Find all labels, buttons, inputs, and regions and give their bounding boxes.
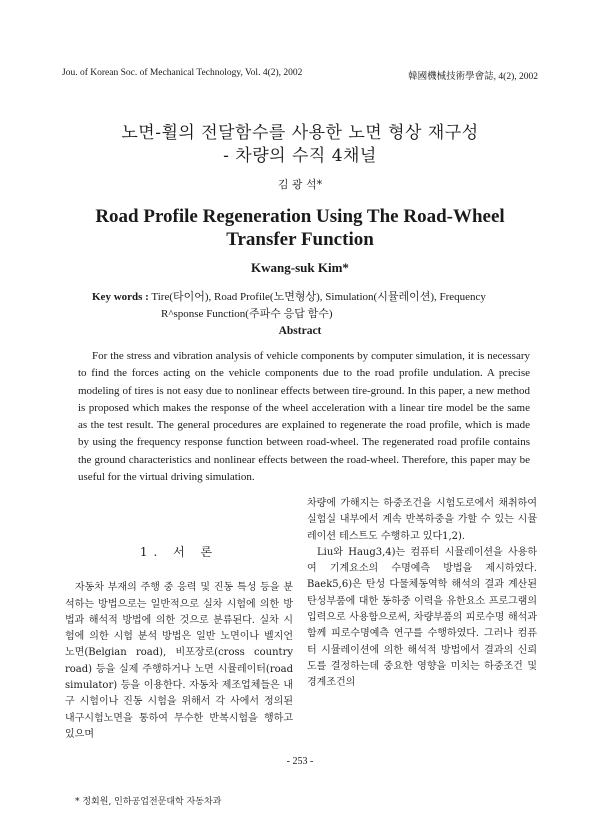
keywords-block: [92, 289, 532, 323]
keywords-line1: Tire(타이어), Road Profile(노면형상), Simulation(시뮬레이션), Frequency: [151, 291, 486, 303]
page-number: - 253 -: [286, 756, 314, 767]
section-heading-introduction: 1. 서 론: [139, 545, 219, 559]
keywords-line2: R^sponse Function(주파수 응답 함수): [161, 308, 333, 320]
korean-title-line2: - 차량의 수직 4채널: [223, 146, 377, 166]
abstract-text: For the stress and vibration analysis of vehicle components by computer simulation, it is necessary to find the forces acting on the vehicle components due to the road profile undulation. A precise modeling of tires is not easy due to nonlinear effects between tire-ground. In this paper, a new method is proposed which makes the response of the wheel acceleration with a linear tire model be the same as the test result. The general procedures are explained to regenerate the road profile, which is made by using the frequency response function between road-wheel. The regenerated road profile contains the ground characteristics and nonlinear effects between the road-wheel. Therefore, this paper may be useful for the virtual driving simulation.: [78, 350, 530, 484]
keywords-label: Key words :: [92, 291, 149, 303]
korean-author: 김 광 석*: [277, 178, 323, 191]
right-column: [307, 496, 537, 692]
english-title-line1: Road Profile Regeneration Using The Road-Wheel: [95, 206, 505, 227]
english-author: Kwang-suk Kim*: [251, 260, 349, 275]
right-paragraph-2: Liu와 Haug3,4)는 컴퓨터 시뮬레이션을 사용하여 기계요소의 수명예측 방법을 제시하였다. Baek5,6)은 탄성 다물체동역학 해석의 결과 계산된 탄성부품에 대한 동하중 이력을 유한요소 프로그램의 입력으로 사용함으로써, 차량부품의 피로수명 해석과 함께 피로수명예측 연구를 수행하였다. 그러나 컴퓨터 시뮬레이션에 의한 해석적 방법에서 결과의 신뢰도를 결정하는데 중요한 영향을 미치는 하중조건 및 경계조건의: [307, 546, 537, 689]
english-title-line2: Transfer Function: [226, 229, 374, 250]
english-title: [0, 205, 600, 251]
intro-paragraph-1: 자동차 부재의 주행 중 응력 및 진동 특성 등을 분석하는 방법으로는 일반적으로 실차 시험에 의한 방법과 해석적 방법에 의한 것으로 분류된다. 실차 시험에 의한 시험 분석 방법은 일반 노면이나 벨지언 노면(Belgian road), 비포장로(cross country road) 등을 실제 주행하거나 노면 시뮬레이터(road simulator) 등을 이용한다. 자동차 제조업체들은 내구 시험이나 진동 시험을 위해서 각 사에서 정의된 내구시험노면을 통하여 무수한 반복시험을 행하고 있으며: [65, 582, 293, 740]
journal-header-left: Jou. of Korean Soc. of Mechanical Technology, Vol. 4(2), 2002: [62, 68, 303, 78]
author-footnote: * 정회원, 인하공업전문대학 자동차과: [75, 797, 222, 807]
right-paragraph-1: 차량에 가해지는 하중조건을 시험도로에서 채취하여 실험실 내부에서 계속 반복하중을 가할 수 있는 시뮬레이션 테스트도 수행하고 있다1,2).: [307, 498, 537, 542]
left-column: [65, 544, 293, 743]
journal-header-right: 韓國機械技術學會誌, 4(2), 2002: [408, 72, 538, 82]
korean-title: [0, 122, 600, 168]
abstract-heading: Abstract: [278, 325, 322, 337]
korean-title-line1: 노면-휠의 전달함수를 사용한 노면 형상 재구성: [121, 123, 479, 143]
